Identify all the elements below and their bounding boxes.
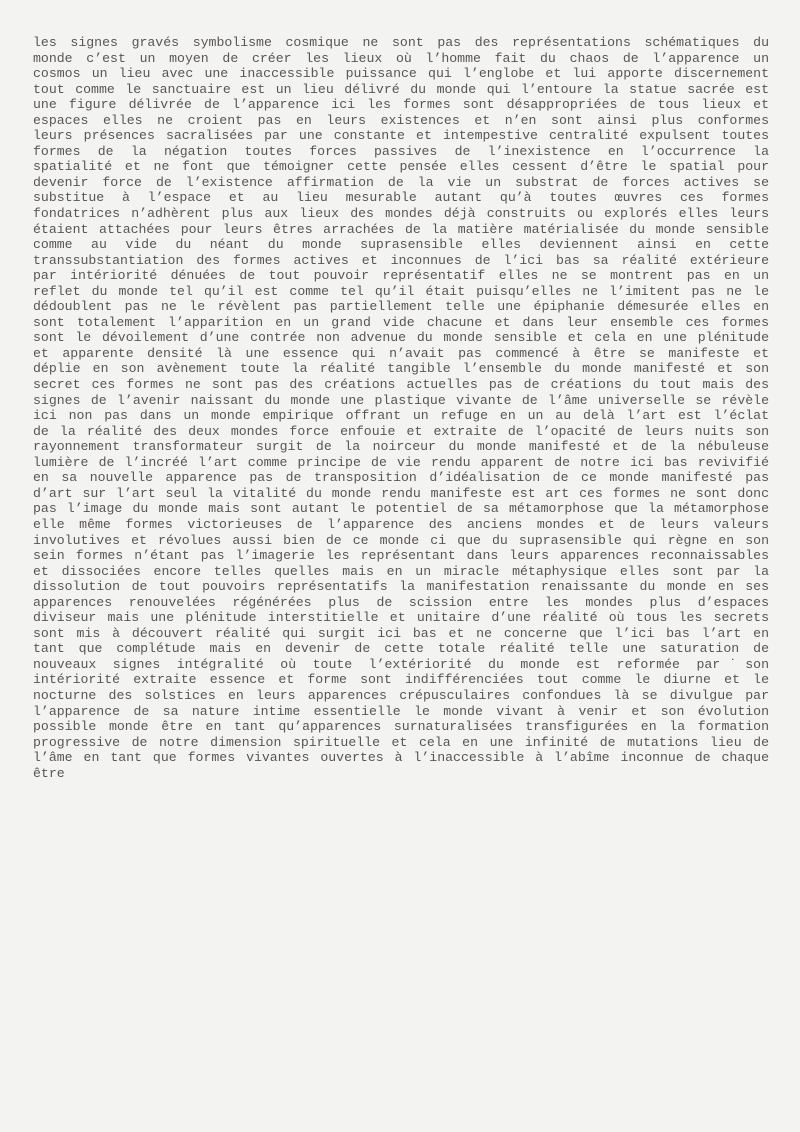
text-line: l’apparence de sa nature intime essentielle le monde vivant à venir et son évolution xyxy=(33,703,769,719)
text-line: être xyxy=(33,765,65,781)
text-line: involutives et révolues aussi bien de ce monde ci que du suprasensible qui règne en son xyxy=(33,532,769,548)
text-line: substitue à l’espace et au lieu mesurable autant qu’à toutes œuvres ces formes xyxy=(33,190,769,206)
body-text xyxy=(33,35,769,781)
text-line: étaient attachées pour leurs êtres arrachées de la matière matérialisée du monde sensible xyxy=(33,221,769,237)
text-line: nocturne des solstices en leurs apparences crépusculaires confondues là se divulgue par xyxy=(33,687,769,703)
text-line: sont totalement l’apparition en un grand vide chacune et dans leur ensemble ces formes xyxy=(33,314,769,330)
text-line: en sa nouvelle apparence pas de transposition d’idéalisation de ce monde manifesté pas xyxy=(33,470,769,486)
text-line: transsubstantiation des formes actives et inconnues de l’ici bas sa réalité extérieure xyxy=(33,252,769,268)
text-line: par intériorité dénuées de tout pouvoir représentatif elles ne se montrent pas en un xyxy=(33,268,769,284)
text-line: et apparente densité là une essence qui n’avait pas commencé à être se manifeste et xyxy=(33,345,769,361)
text-line: sont le dévoilement d’une contrée non advenue du monde sensible et cela en une plénitude xyxy=(33,330,769,346)
text-line: diviseur mais une plénitude interstitielle et unitaire d’une réalité où tous les secrets xyxy=(33,610,769,626)
text-line: rayonnement transformateur surgit de la noirceur du monde manifesté et de la nébuleuse xyxy=(33,439,769,455)
text-line: les signes gravés symbolisme cosmique ne sont pas des représentations schématiques du xyxy=(33,35,769,50)
text-line: sein formes n’étant pas l’imagerie les représentant dans leurs apparences reconnaissables xyxy=(33,548,769,564)
text-line: de la réalité des deux mondes force enfouie et extraite de l’opacité de leurs nuits son xyxy=(33,423,769,439)
text-line: possible monde être en tant qu’apparences surnaturalisées transfigurées en la formation xyxy=(33,719,769,735)
text-line: elle même formes victorieuses de l’apparence des anciens mondes et de leurs valeurs xyxy=(33,516,769,532)
text-line: reflet du monde tel qu’il est comme tel qu’il était puisqu’elles ne l’imitent pas ne le xyxy=(33,283,769,299)
text-line: apparences renouvelées régénérées plus de scission entre les mondes plus d’espaces xyxy=(33,594,769,610)
text-line: lumière de l’incréé l’art comme principe de vie rendu apparent de notre ici bas revivifié xyxy=(33,454,769,470)
text-line: tout comme le sanctuaire est un lieu délivré du monde qui l’entoure la statue sacrée est xyxy=(33,81,769,97)
text-line: formes de la négation toutes forces passives de l’inexistence en l’occurrence la xyxy=(33,143,769,159)
text-line: monde c’est un moyen de créer les lieux où l’homme fait du chaos de l’apparence un xyxy=(33,50,769,66)
text-line: sont mis à découvert réalité qui surgit ici bas et ne concerne que l’ici bas l’art en xyxy=(33,625,769,641)
text-line: dédoublent pas ne le révèlent pas partiellement telle une épiphanie démesurée elles en xyxy=(33,299,769,315)
text-line: une figure délivrée de l’apparence ici les formes sont désappropriées de tous lieux et xyxy=(33,97,769,113)
text-line: progressive de notre dimension spirituelle et cela en une infinité de mutations lieu de xyxy=(33,734,769,750)
text-line: tant que complétude mais en devenir de cette totale réalité telle une saturation de xyxy=(33,641,769,657)
text-line: ici non pas dans un monde empirique offrant un refuge en un au delà l’art est l’éclat xyxy=(33,408,769,424)
text-line: déplie en son avènement toute la réalité tangible l’ensemble du monde manifesté et son xyxy=(33,361,769,377)
text-line: fondatrices n’adhèrent plus aux lieux des mondes déjà construits ou explorés elles leurs xyxy=(33,206,769,222)
text-line: et dissociées encore telles quelles mais en un miracle métaphysique elles sont par la xyxy=(33,563,769,579)
text-line: espaces elles ne croient pas en leurs existences et n’en sont ainsi plus conformes xyxy=(33,112,769,128)
text-line: leurs présences sacralisées par une constante et intempestive centralité expulsent toutes xyxy=(33,128,769,144)
text-line: d’art sur l’art seul la vitalité du monde rendu manifeste est art ces formes ne sont donc xyxy=(33,485,769,501)
text-line: devenir force de l’existence affirmation de la vie un substrat de forces actives se xyxy=(33,174,769,190)
text-line: pas l’image du monde mais sont autant le potentiel de sa métamorphose que la métamorphose xyxy=(33,501,769,517)
text-line: signes de l’avenir naissant du monde une plastique vivante de l’âme universelle se révèle xyxy=(33,392,769,408)
text-line: l’âme en tant que formes vivantes ouvertes à l’inaccessible à l’abîme inconnue de chaque xyxy=(33,750,769,766)
text-line: intériorité extraite essence et forme sont indifférenciées tout comme le diurne et le xyxy=(33,672,769,688)
text-line: comme au vide du néant du monde suprasensible elles deviennent ainsi en cette xyxy=(33,237,769,253)
text-line: dissolution de tout pouvoirs représentatifs la manifestation renaissante du monde en ses xyxy=(33,579,769,595)
text-line: spatialité et ne font que témoigner cette pensée elles cessent d’être le spatial pour xyxy=(33,159,769,175)
text-line: nouveaux signes intégralité où toute l’extériorité du monde est reformée par˙son xyxy=(33,656,769,672)
text-line: secret ces formes ne sont pas des créations actuelles pas de créations du tout mais des xyxy=(33,377,769,393)
text-line: cosmos un lieu avec une inaccessible puissance qui l’englobe et lui apporte discernement xyxy=(33,66,769,82)
